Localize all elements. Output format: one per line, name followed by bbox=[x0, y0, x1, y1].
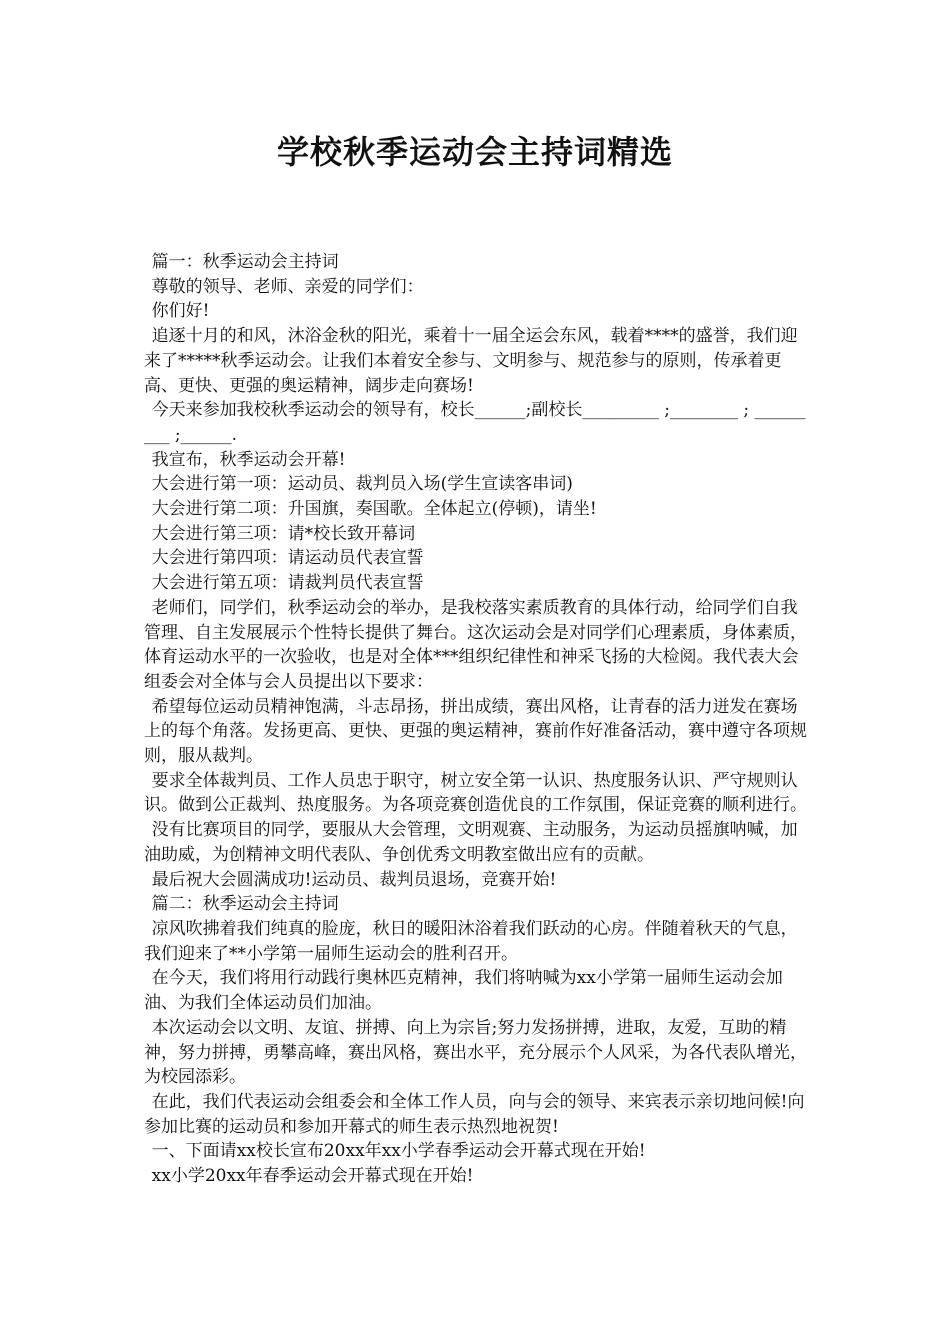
section-heading: 篇一：秋季运动会主持词 bbox=[151, 252, 339, 272]
paragraph: 一、下面请xx校长宣布20xx年xx小学春季运动会开幕式现在开始! bbox=[151, 1141, 646, 1162]
paragraph: 大会进行第三项：请*校长致开幕词 bbox=[151, 523, 416, 544]
paragraph: 最后祝大会圆满成功!运动员、裁判员退场，竞赛开始! bbox=[151, 869, 557, 890]
paragraph: 没有比赛项目的同学，要服从大会管理，文明观赛、主动服务，为运动员摇旗呐喊，加油助威，为创精神文明代表队、争创优秀文明教室做出应有的贡献。 bbox=[144, 820, 798, 865]
section-heading: 篇二：秋季运动会主持词 bbox=[151, 894, 339, 915]
paragraph: 在此，我们代表运动会组委会和全体工作人员，向与会的领导、来宾表示亲切地问候!向参加比赛的运动员和参加开幕式的师生表示热烈地祝贺! bbox=[144, 1091, 805, 1137]
paragraph: 追逐十月的和风，沐浴金秋的阳光，乘着十一届全运会东风，载着****的盛誉，我们迎来了*****秋季运动会。让我们本着安全参与、文明参与、规范参与的原则，传承着更高、更快、更强的奥运精神，阔步走向赛场! bbox=[144, 326, 798, 396]
paragraph: 要求全体裁判员、工作人员忠于职守，树立安全第一认识、热度服务认识、严守规则认识。做到公正裁判、热度服务。为各项竞赛创造优良的工作氛围，保证竞赛的顺利进行。 bbox=[144, 770, 807, 816]
paragraph: 大会进行第一项：运动员、裁判员入场(学生宣读客串词) bbox=[151, 474, 573, 495]
paragraph: 老师们，同学们，秋季运动会的举办，是我校落实素质教育的具体行动，给同学们自我管理、自主发展展示个性特长提供了舞台。这次运动会是对同学们心理素质，身体素质，体育运动水平的一次验收，也是对全体***组织纪律性和神采飞扬的大检阅。我代表大会组委会对全体与会人员提出以下要求： bbox=[144, 597, 807, 692]
paragraph: 希望每位运动员精神饱满，斗志昂扬，拼出成绩，赛出风格，让青春的活力迸发在赛场上的每个角落。发扬更高、更快、更强的奥运精神，赛前作好准备活动，赛中遵守各项规则，服从裁判。 bbox=[144, 696, 807, 767]
paragraph: xx小学20xx年春季运动会开幕式现在开始! bbox=[151, 1166, 474, 1187]
paragraph: 凉风吹拂着我们纯真的脸庞，秋日的暖阳沐浴着我们跃动的心房。伴随着秋天的气息，我们迎来了**小学第一届师生运动会的胜利召开。 bbox=[144, 918, 798, 964]
document-title: 学校秋季运动会主持词精选 bbox=[276, 133, 673, 171]
paragraph: 我宣布，秋季运动会开幕! bbox=[151, 449, 346, 470]
paragraph: 本次运动会以文明、友谊、拼搏、向上为宗旨;努力发扬拼搏，进取，友爱，互助的精神，努力拼搏，勇攀高峰，赛出风格，赛出水平，充分展示个人风采，为各代表队增光，为校园添彩。 bbox=[144, 1017, 807, 1088]
paragraph: 你们好! bbox=[151, 301, 210, 322]
paragraph: 在今天，我们将用行动践行奥林匹克精神，我们将呐喊为xx小学第一届师生运动会加油、为我们全体运动员们加油。 bbox=[144, 968, 783, 1014]
paragraph: 大会进行第四项：请运动员代表宣誓 bbox=[151, 548, 424, 569]
paragraph: 尊敬的领导、老师、亲爱的同学们： bbox=[151, 276, 424, 297]
paragraph: 大会进行第五项：请裁判员代表宣誓 bbox=[151, 573, 424, 594]
paragraph: 大会进行第二项：升国旗，奏国歌。全体起立(停顿)，请坐! bbox=[151, 499, 597, 520]
paragraph: 今天来参加我校秋季运动会的领导有，校长______;副校长_________ ;________ ; _________ ;______. bbox=[144, 400, 806, 445]
document-body bbox=[144, 250, 808, 1189]
